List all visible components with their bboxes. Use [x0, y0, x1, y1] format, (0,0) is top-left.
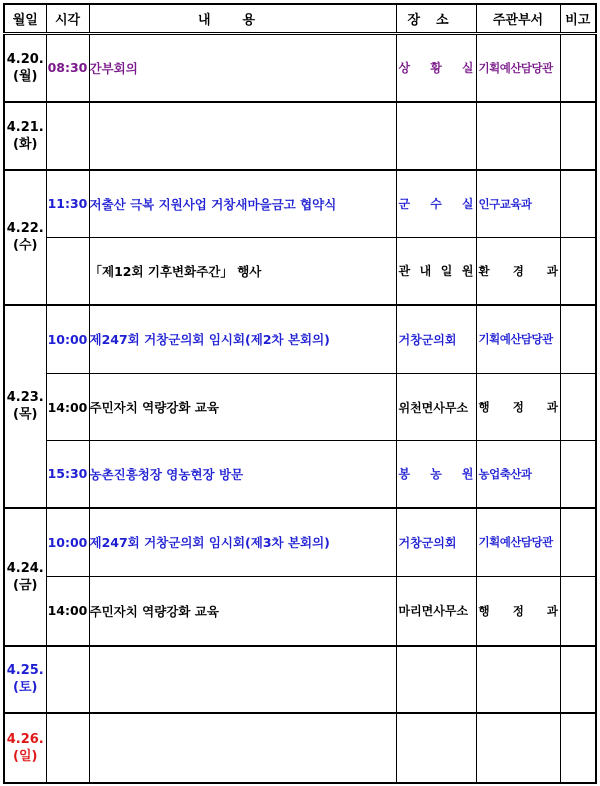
date-cell [4, 305, 46, 508]
content-cell [89, 713, 396, 783]
text-chunk: 수 [430, 197, 442, 212]
text-chunk: 상 [398, 61, 411, 76]
table-row [4, 305, 596, 374]
content-cell: 제247회 거창군의회 임시회(제3차 본회의) [89, 508, 396, 577]
dept-cell-text [477, 196, 560, 212]
weekday-label: (토) [13, 680, 38, 695]
date-cell [4, 713, 46, 783]
time-cell: 10:00 [46, 508, 89, 577]
weekday-label: (월) [13, 68, 38, 84]
table-row [4, 238, 596, 305]
date-label: 4.25. [6, 663, 44, 678]
header-note: 비고 [560, 4, 596, 34]
place-cell-text [397, 534, 476, 551]
place-cell [396, 238, 476, 305]
note-cell [560, 374, 596, 441]
text-chunk: 행 [478, 603, 490, 618]
date-label: 4.22. [6, 221, 44, 236]
place-cell [396, 508, 476, 577]
time-cell [46, 713, 89, 783]
place-cell [396, 713, 476, 783]
note-cell [560, 238, 596, 305]
note-cell [560, 713, 596, 783]
dept-cell [476, 713, 560, 783]
content-cell: 주민자치 역량강화 교육 [89, 374, 396, 441]
text-chunk: 실 [461, 61, 474, 76]
header-content: 내용 [89, 4, 396, 34]
place-cell [396, 170, 476, 238]
date-label: 4.24. [6, 560, 44, 576]
weekday-label: (목) [13, 407, 38, 422]
time-cell: 11:30 [46, 170, 89, 238]
table-row [4, 170, 596, 238]
dept-cell-text [477, 263, 560, 279]
table-row [4, 508, 596, 577]
note-cell [560, 508, 596, 577]
text-chunk: 봉 [398, 467, 411, 482]
date-label: 4.21. [6, 119, 44, 135]
text-chunk: 농업축산과 [478, 466, 532, 481]
content-cell [89, 102, 396, 170]
note-cell [560, 441, 596, 508]
text-chunk: 농 [430, 467, 442, 482]
note-cell [560, 170, 596, 238]
date-cell [4, 170, 46, 305]
time-cell: 14:00 [46, 577, 89, 646]
note-cell [560, 34, 596, 102]
text-chunk: 행 [478, 400, 490, 414]
table-row [4, 646, 596, 713]
text-chunk: 과 [546, 603, 558, 618]
text-chunk: 관 [398, 264, 411, 279]
place-cell [396, 577, 476, 646]
content-cell: 주민자치 역량강화 교육 [89, 577, 396, 646]
place-cell [396, 441, 476, 508]
note-cell [560, 646, 596, 713]
text-chunk: 거창군의회 [398, 332, 457, 347]
table-row [4, 441, 596, 508]
header-date: 월일 [4, 4, 46, 34]
content-cell: 저출산 극복 지원사업 거창새마을금고 협약식 [89, 170, 396, 238]
weekday-label: (화) [13, 136, 38, 152]
dept-cell-text [477, 399, 560, 415]
dept-cell-text [477, 331, 560, 347]
place-cell [396, 374, 476, 441]
note-cell [560, 305, 596, 374]
text-chunk: 기획예산담당관 [478, 332, 553, 347]
content-cell: 「제12회 기후변화주간」 행사 [89, 238, 396, 305]
time-cell [46, 646, 89, 713]
content-cell: 제247회 거창군의회 임시회(제2차 본회의) [89, 305, 396, 374]
text-chunk: 군 [398, 197, 411, 212]
text-chunk: 원 [461, 467, 474, 482]
dept-cell-text [477, 603, 560, 619]
weekday-label: (수) [13, 238, 38, 253]
text-chunk: 마리면사무소 [398, 604, 469, 619]
text-chunk: 황 [430, 61, 442, 76]
dept-cell [476, 102, 560, 170]
dept-cell [476, 238, 560, 305]
text-chunk: 정 [512, 603, 524, 618]
time-cell: 14:00 [46, 374, 89, 441]
content-cell: 농촌진흥청장 영농현장 방문 [89, 441, 396, 508]
time-cell: 10:00 [46, 305, 89, 374]
dept-cell-text [477, 466, 560, 482]
dept-cell [476, 374, 560, 441]
time-cell [46, 238, 89, 305]
dept-cell [476, 646, 560, 713]
schedule-body [4, 34, 596, 783]
header-dept: 주관부서 [476, 4, 560, 34]
text-chunk: 거창군의회 [398, 535, 457, 550]
text-chunk: 실 [461, 197, 474, 212]
dept-cell-text [477, 60, 560, 76]
text-chunk: 기획예산담당관 [478, 60, 553, 75]
place-cell-text [397, 195, 476, 212]
text-chunk: 환 [478, 263, 490, 278]
place-cell-text [397, 262, 476, 279]
text-chunk: 내 [419, 264, 432, 279]
place-cell-text [397, 465, 476, 482]
date-label: 4.23. [6, 390, 44, 405]
time-cell: 15:30 [46, 441, 89, 508]
dept-cell-text [477, 534, 560, 550]
table-row [4, 374, 596, 441]
dept-cell [476, 34, 560, 102]
date-cell [4, 102, 46, 170]
table-row [4, 713, 596, 783]
content-cell [89, 646, 396, 713]
note-cell [560, 102, 596, 170]
place-cell [396, 646, 476, 713]
place-cell-text [397, 602, 476, 619]
table-row [4, 102, 596, 170]
header-place: 장소 [396, 4, 476, 34]
place-cell [396, 102, 476, 170]
dept-cell [476, 577, 560, 646]
content-cell: 간부회의 [89, 34, 396, 102]
dept-cell [476, 441, 560, 508]
text-chunk: 경 [512, 263, 524, 278]
table-row [4, 34, 596, 102]
schedule-table [3, 3, 597, 784]
date-cell [4, 508, 46, 646]
weekday-label: (금) [13, 577, 38, 593]
date-cell [4, 34, 46, 102]
text-chunk: 위천면사무소 [398, 400, 469, 415]
weekday-label: (일) [13, 748, 38, 764]
place-cell-text [397, 331, 476, 348]
place-cell [396, 34, 476, 102]
text-chunk: 인구교육과 [478, 196, 532, 211]
dept-cell [476, 170, 560, 238]
header-row [4, 4, 596, 34]
place-cell [396, 305, 476, 374]
header-time: 시각 [46, 4, 89, 34]
table-row [4, 577, 596, 646]
place-cell-text [397, 59, 476, 76]
time-cell: 08:30 [46, 34, 89, 102]
place-cell-text [397, 399, 476, 416]
text-chunk: 일 [440, 264, 453, 279]
text-chunk: 과 [546, 400, 558, 414]
date-label: 4.26. [6, 731, 44, 747]
dept-cell [476, 508, 560, 577]
dept-cell [476, 305, 560, 374]
date-label: 4.20. [6, 51, 44, 67]
text-chunk: 과 [546, 263, 558, 278]
text-chunk: 기획예산담당관 [478, 535, 553, 550]
time-cell [46, 102, 89, 170]
text-chunk: 정 [512, 400, 524, 414]
note-cell [560, 577, 596, 646]
date-cell [4, 646, 46, 713]
text-chunk: 원 [461, 264, 474, 279]
